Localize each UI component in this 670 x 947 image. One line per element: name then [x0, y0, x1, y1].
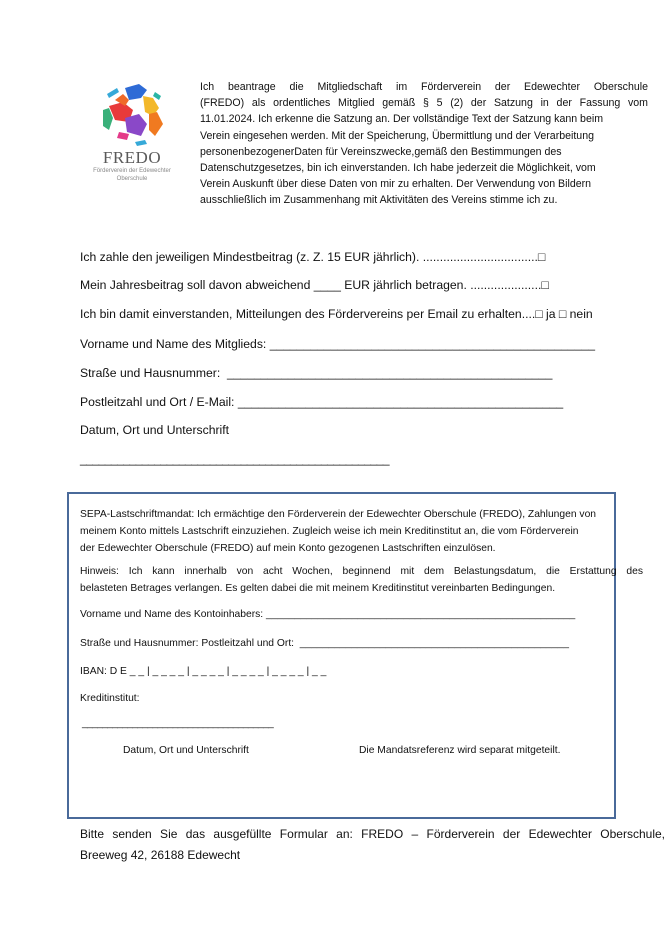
email-yes-label: ja [546, 307, 556, 321]
sepa-mandate-line: der Edewechter Oberschule (FREDO) auf mein Konto gezogenen Lastschriften einzulösen. [80, 543, 496, 554]
intro-line: (FREDO) als ordentliches Mitglied gemäß § 5 (2) der Satzung in der Fassung vom [200, 97, 648, 110]
logo-subtitle-line1: Förderverein der Edewechter [93, 168, 171, 174]
intro-line: ausschließlich im Zusammenhang mit Aktivitäten des Vereins stimme ich zu. [200, 194, 558, 207]
email-consent-text: Ich bin damit einverstanden, Mitteilungen des Fördervereins per Email zu erhalten.... [80, 307, 536, 321]
member-name-label: Vorname und Name des Mitglieds: [80, 337, 267, 351]
member-signature-label: Datum, Ort und Unterschrift [80, 423, 230, 437]
custom-fee-checkbox[interactable]: □ [541, 278, 549, 292]
logo-title: FREDO [102, 148, 162, 167]
fredo-logo [82, 78, 192, 188]
intro-line: personenbezogenerDaten für Vereinszwecke,gemäß den Bestimmungen des [200, 145, 562, 158]
member-street-field [80, 366, 552, 380]
sepa-signature-line[interactable]: ______________________________________ [82, 718, 274, 729]
logo-subtitle-line2: Oberschule [116, 176, 148, 182]
intro-line: 11.01.2024. Ich erkenne die Satzung an. Der vollständige Text der Satzung kann beim [200, 113, 604, 126]
account-address-input-line[interactable]: _______________________________________________ [299, 638, 569, 649]
footer-line2: Breeweg 42, 26188 Edewecht [80, 848, 241, 862]
member-street-input-line[interactable]: ________________________________________________ [227, 366, 553, 380]
email-consent-option [80, 307, 593, 321]
member-city-label: Postleitzahl und Ort / E-Mail: [80, 395, 235, 409]
member-street-label: Straße und Hausnummer: [80, 366, 221, 380]
min-fee-option [80, 250, 545, 264]
iban-field [80, 663, 326, 680]
intro-line: Ich beantrage die Mitgliedschaft im Förderverein der Edewechter Oberschule [200, 81, 648, 93]
sepa-note-line: belasteten Betrages verlangen. Es gelten dabei die mit meinem Kreditinstitut vereinbarten Bedingungen. [80, 583, 556, 594]
member-city-field [80, 395, 563, 409]
sepa-note-line: Hinweis: Ich kann innerhalb von acht Wochen, beginnend mit dem Belastungsdatum, die Erstattung des [80, 566, 643, 577]
bank-label: Kreditinstitut: [80, 693, 140, 704]
account-holder-field [80, 606, 575, 623]
member-name-input-line[interactable]: ________________________________________________ [269, 337, 596, 351]
email-yes-checkbox[interactable]: □ [535, 307, 543, 321]
account-address-label: Straße und Hausnummer: Postleitzahl und Ort: [80, 638, 295, 649]
footer-line1: Bitte senden Sie das ausgefüllte Formular an: FREDO – Förderverein der Edewechter Oberschule, [80, 827, 665, 841]
logo-subtitle [82, 167, 182, 183]
sepa-signature-label: Datum, Ort und Unterschrift [123, 745, 249, 756]
sepa-mandate-line: SEPA-Lastschriftmandat: Ich ermächtige den Förderverein der Edewechter Oberschule (FREDO), Zahlungen von [80, 509, 597, 520]
custom-fee-text: Mein Jahresbeitrag soll davon abweichend ____ EUR jährlich betragen. ..................... [80, 278, 542, 292]
member-name-field [80, 337, 595, 351]
member-signature-line[interactable]: __________________________________________________ [80, 452, 389, 466]
sepa-mandate-line: meinem Konto mittels Lastschrift einzuziehen. Zugleich weise ich mein Kreditinstitut an, die vom Förderverein [80, 526, 579, 537]
email-no-checkbox[interactable]: □ [558, 307, 567, 321]
mandate-reference-note: Die Mandatsreferenz wird separat mitgeteilt. [359, 745, 561, 756]
iban-label: IBAN: D E [80, 666, 127, 677]
membership-declaration [200, 79, 648, 209]
sepa-mandate-text [80, 506, 643, 557]
member-city-input-line[interactable]: ________________________________________________ [237, 395, 564, 409]
colorful-hands-icon [95, 82, 171, 150]
min-fee-text: Ich zahle den jeweiligen Mindestbeitrag (z. Z. 15 EUR jährlich). .................................. [80, 250, 538, 264]
account-holder-input-line[interactable]: ______________________________________________________ [266, 609, 576, 620]
account-holder-label: Vorname und Name des Kontoinhabers: [80, 609, 264, 620]
send-instructions [80, 824, 665, 866]
email-no-label: nein [569, 307, 593, 321]
min-fee-checkbox[interactable]: □ [537, 250, 546, 264]
custom-fee-option [80, 278, 549, 292]
account-address-field [80, 635, 569, 652]
intro-line: Verein Auskunft über diese Daten von mir zu erhalten. Der Verwendung von Bildern [200, 178, 592, 191]
intro-line: Verein eingesehen werden. Mit der Speicherung, Übermittlung und der Verarbeitung [200, 129, 594, 142]
sepa-refund-note [80, 563, 643, 597]
intro-line: Datenschutzgesetzes, bin ich einverstanden. Ich habe jederzeit die Möglichkeit, vom [200, 162, 596, 175]
iban-input-pattern[interactable]: _ _ | _ _ _ _ | _ _ _ _ | _ _ _ _ | _ _ _ _ | _ _ [129, 666, 327, 677]
